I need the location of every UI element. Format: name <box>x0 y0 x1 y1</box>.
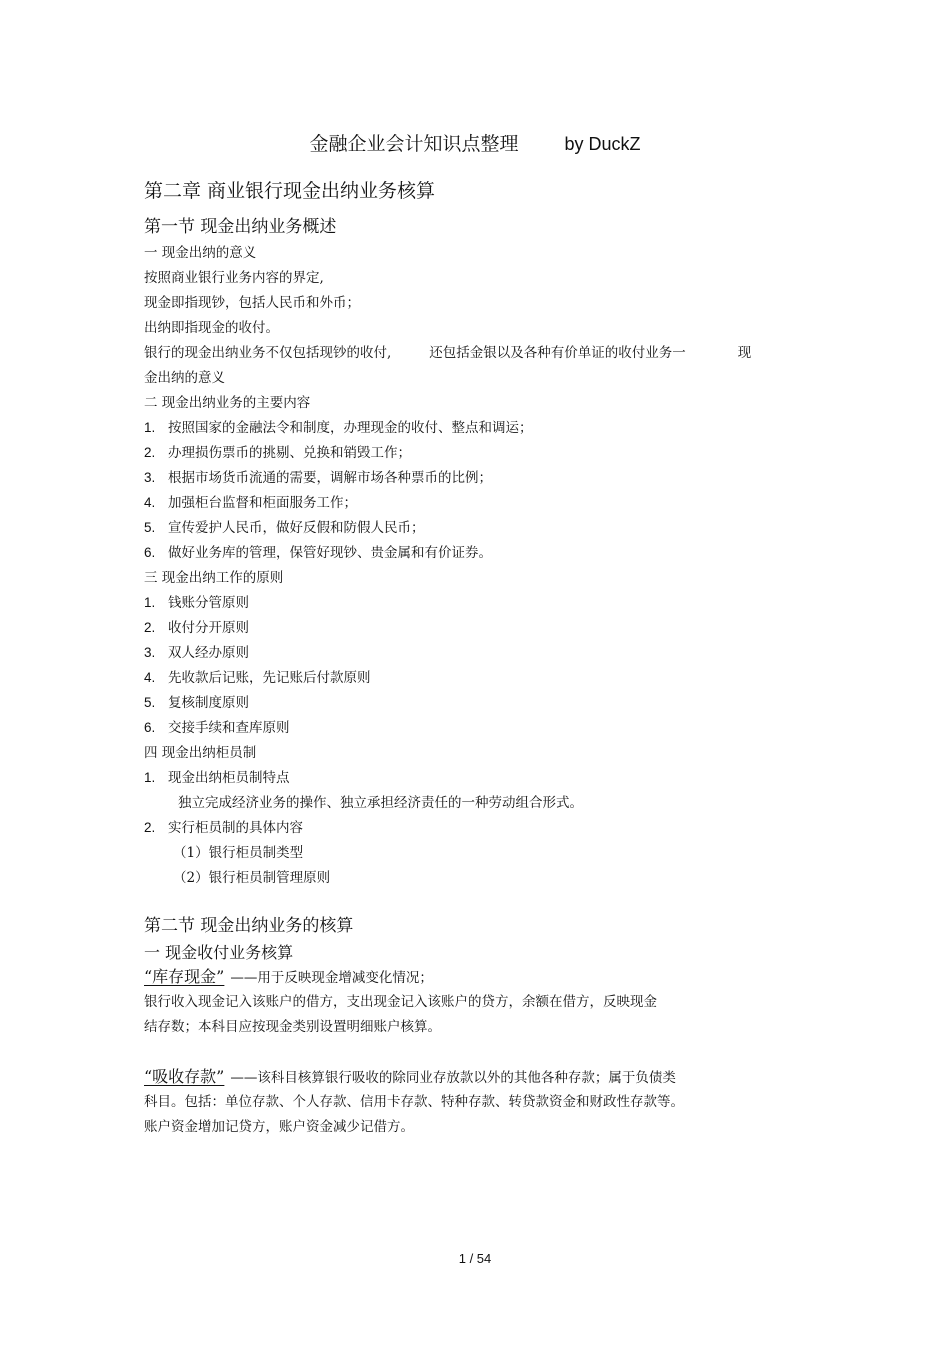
list-item <box>144 618 249 638</box>
section-heading: 第一节 现金出纳业务概述 <box>144 217 337 237</box>
list-text: 双人经办原则 <box>168 645 249 661</box>
paragraph-line: 结存数；本科目应按现金类别设置明细账户核算。 <box>144 1019 441 1035</box>
list-number: 2. <box>144 445 156 460</box>
list-item <box>144 543 492 563</box>
list-item <box>144 593 249 613</box>
list-item <box>144 693 249 713</box>
subheading: 一 现金收付业务核算 <box>144 943 294 962</box>
list-number: 1. <box>144 595 156 610</box>
term-keyword: “库存现金” <box>144 967 225 986</box>
list-text: 办理损伤票币的挑剔、兑换和销毁工作； <box>168 445 411 461</box>
list-number: 6. <box>144 545 156 560</box>
term-definition: ——用于反映现金增减变化情况； <box>230 970 433 986</box>
paragraph-line: 银行收入现金记入该账户的借方，支出现金记入该账户的贷方，余额在借方，反映现金 <box>144 994 657 1010</box>
paragraph-line: 出纳即指现金的收付。 <box>144 320 279 336</box>
document-title <box>0 129 950 156</box>
list-item <box>144 418 533 438</box>
list-text: 收付分开原则 <box>168 620 249 636</box>
list-text: 钱账分管原则 <box>168 595 249 611</box>
list-number: 2. <box>144 620 156 635</box>
term-line <box>144 967 433 988</box>
term-keyword: “吸收存款” <box>144 1067 225 1086</box>
term-definition: ——该科目核算银行吸收的除同业存放款以外的其他各种存款；属于负债类 <box>230 1070 676 1086</box>
author-text: by DuckZ <box>564 134 641 154</box>
section-heading: 第二节 现金出纳业务的核算 <box>144 916 354 936</box>
list-text: 按照国家的金融法令和制度，办理现金的收付、整点和调运； <box>168 420 533 436</box>
list-item <box>144 643 249 663</box>
list-number: 4. <box>144 495 156 510</box>
list-item <box>144 468 492 488</box>
subheading: 二 现金出纳业务的主要内容 <box>144 395 311 411</box>
list-number: 1. <box>144 420 156 435</box>
list-number: 3. <box>144 645 156 660</box>
list-number: 3. <box>144 470 156 485</box>
paragraph-line: 按照商业银行业务内容的界定, <box>144 270 324 286</box>
list-item <box>144 518 425 538</box>
list-text: 加强柜台监督和柜面服务工作； <box>168 495 357 511</box>
list-subitem: （2）银行柜员制管理原则 <box>173 870 331 886</box>
list-number: 2. <box>144 820 156 835</box>
list-number: 1. <box>144 770 156 785</box>
paragraph-line <box>144 343 751 363</box>
paragraph-line: 金出纳的意义 <box>144 370 225 386</box>
list-text: 交接手续和查库原则 <box>168 720 290 736</box>
subheading: 四 现金出纳柜员制 <box>144 745 257 761</box>
list-text: 实行柜员制的具体内容 <box>168 820 303 836</box>
paragraph-line: 科目。包括：单位存款、个人存款、信用卡存款、特种存款、转贷款资金和财政性存款等。 <box>144 1094 684 1110</box>
paragraph-part: 现 <box>737 345 752 361</box>
list-item <box>144 718 290 738</box>
list-subitem: （1）银行柜员制类型 <box>173 845 304 861</box>
subheading: 一 现金出纳的意义 <box>144 245 257 261</box>
list-item <box>144 818 303 838</box>
list-text: 现金出纳柜员制特点 <box>168 770 290 786</box>
list-item <box>144 493 357 513</box>
chapter-heading: 第二章 商业银行现金出纳业务核算 <box>144 180 436 202</box>
title-text: 金融企业会计知识点整理 <box>309 133 519 155</box>
list-item <box>144 443 411 463</box>
term-line <box>144 1067 676 1088</box>
subheading: 三 现金出纳工作的原则 <box>144 570 284 586</box>
list-number: 4. <box>144 670 156 685</box>
list-number: 5. <box>144 695 156 710</box>
page-number: 1 / 54 <box>458 1251 492 1266</box>
list-item <box>144 768 290 788</box>
list-text: 复核制度原则 <box>168 695 249 711</box>
list-text: 先收款后记账，先记账后付款原则 <box>168 670 371 686</box>
paragraph-line: 账户资金增加记贷方，账户资金减少记借方。 <box>144 1119 414 1135</box>
paragraph-part: 还包括金银以及各种有价单证的收付业务一 <box>429 345 686 361</box>
list-text: 宣传爱护人民币，做好反假和防假人民币； <box>168 520 425 536</box>
list-item <box>144 668 371 688</box>
paragraph-part: 银行的现金出纳业务不仅包括现钞的收付, <box>144 345 392 361</box>
list-text: 做好业务库的管理，保管好现钞、贵金属和有价证券。 <box>168 545 492 561</box>
paragraph-line: 独立完成经济业务的操作、独立承担经济责任的一种劳动组合形式。 <box>178 795 583 811</box>
list-number: 5. <box>144 520 156 535</box>
list-number: 6. <box>144 720 156 735</box>
list-text: 根据市场货币流通的需要，调解市场各种票币的比例； <box>168 470 492 486</box>
paragraph-line: 现金即指现钞，包括人民币和外币； <box>144 295 360 311</box>
